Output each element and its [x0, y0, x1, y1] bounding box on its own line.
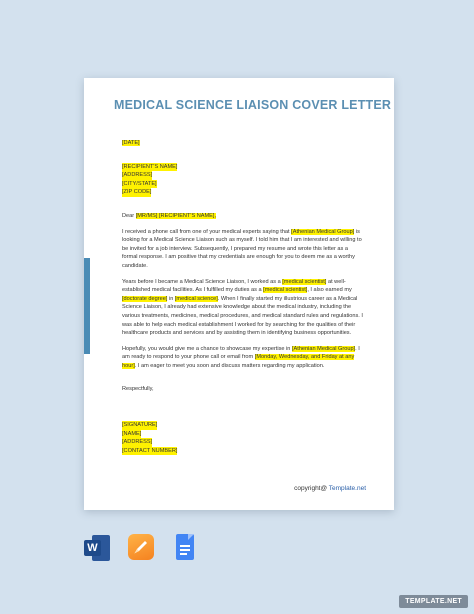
p2-role-field-1: [medical scientist]	[282, 278, 327, 285]
recipient-block	[122, 163, 364, 197]
paragraph-1	[122, 228, 364, 271]
sender-address-field: [ADDRESS]	[122, 439, 153, 446]
p2-text-d: in	[167, 295, 175, 302]
pages-icon[interactable]	[128, 534, 154, 560]
sender-contact-field: [CONTACT NUMBER]	[122, 447, 178, 454]
salutation-field: [MR/MS] [RECIPIENT'S NAME],	[135, 212, 217, 219]
watermark-badge: TEMPLATE.NET	[399, 595, 468, 608]
google-docs-icon[interactable]	[172, 534, 198, 562]
p2-field-of-study: [medical science]	[174, 295, 218, 302]
copyright-footer	[294, 485, 366, 492]
signature-field: [SIGNATURE]	[122, 422, 158, 429]
letter-page	[84, 78, 394, 510]
p2-text-e: . When I finally started my illustrious career as a Medical Science Liaison, I already had extensive knowledge about the medical industry, including the various treatments, medicines, medical procedures, and medical standard rules and regulations. I was able to help each medical establishment I worked for by searching for the qualities of their healthcare products and services and by assisting them in identifying business opportunities.	[122, 295, 363, 337]
salutation-prefix: Dear	[122, 212, 136, 219]
p3-text-b: . I am ready to respond to your phone call or email from	[122, 345, 360, 361]
closing: Respectfully,	[122, 386, 154, 393]
date-field: [DATE]	[122, 140, 140, 146]
accent-bar-dark	[84, 258, 90, 354]
letter-body	[122, 139, 364, 455]
p2-text-b: at well-established medical facilities. As I fulfilled my duties as a	[122, 278, 346, 294]
p3-company-field: [Athenian Medical Group]	[291, 345, 356, 352]
paragraph-2	[122, 278, 364, 338]
p2-degree-field: [doctorate degree]	[122, 295, 168, 302]
signature-block	[122, 421, 364, 455]
sender-name-field: [NAME]	[122, 430, 142, 437]
recipient-zip-field: [ZIP CODE]	[122, 189, 152, 196]
copyright-brand: Template.net	[328, 485, 366, 492]
p2-text-a: Years before I became a Medical Science Liaison, I worked as a	[122, 278, 283, 285]
p3-availability-field: [Monday, Wednesday, and Friday at any hour]	[122, 354, 355, 369]
word-icon[interactable]: W	[84, 534, 110, 562]
recipient-address-field: [ADDRESS]	[122, 172, 153, 179]
p2-text-c: , I also earned my	[307, 287, 352, 294]
copyright-text: copyright@	[294, 485, 329, 492]
p2-role-field-2: [medical scientist]	[263, 287, 308, 294]
p1-text-b: is looking for a Medical Science Liaison such as myself. I told him that I am interested and willing to be invited for a job interview. Subsequently, I prepared my resume and wrote this letter as a formal response. I am positive that my credentials are enough for you to deem me as a worthy candidate.	[122, 228, 362, 269]
recipient-city-field: [CITY/STATE]	[122, 180, 157, 187]
p3-text-a: Hopefully, you would give me a chance to showcase my expertise in	[122, 345, 292, 352]
document-title: MEDICAL SCIENCE LIAISON COVER LETTER	[114, 98, 392, 112]
p1-company-field: [Athenian Medical Group]	[291, 228, 355, 235]
p1-text-a: I received a phone call from one of your medical experts saying that	[122, 228, 292, 235]
p3-text-c: . I am eager to meet you soon and discuss matters regarding my application.	[134, 362, 325, 369]
recipient-name-field: [RECIPIENT'S NAME]	[122, 163, 178, 170]
paragraph-3	[122, 345, 364, 371]
format-icons	[84, 534, 198, 562]
salutation	[122, 212, 364, 221]
